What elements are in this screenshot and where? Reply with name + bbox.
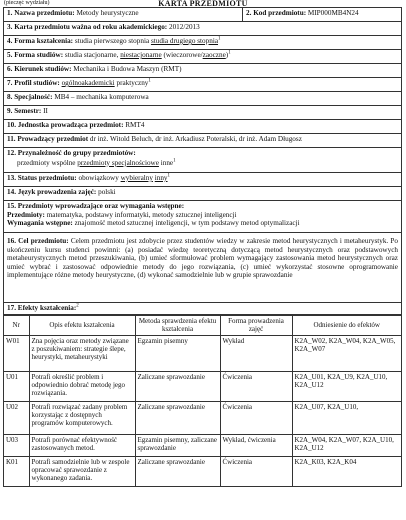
course-objective-label: 16. Cel przedmiotu: (7, 237, 69, 245)
header-nr: Nr (4, 316, 29, 336)
course-group-sup: 1 (173, 158, 176, 164)
course-status-label: 13. Status przedmiotu: (7, 174, 77, 182)
field-of-study-value: Mechanika i Budowa Maszyn (RMT) (73, 65, 182, 73)
row-education-form (4, 36, 401, 50)
cell-reference: K2A_W04, K2A_W07, K2A_U10, K2A_U12 (292, 434, 401, 456)
cell-reference: K2A_K03, K2A_K04 (292, 456, 401, 486)
study-form-label: 5. Forma studiów: (7, 51, 64, 59)
document-title: KARTA PRZEDMIOTU (158, 0, 248, 7)
study-form-opt3: zaoczne (202, 51, 226, 59)
course-code-value: MIP000MB4N24 (307, 9, 359, 17)
cell-nr: U01 (4, 371, 29, 401)
specialty-label: 8. Specjalność: (7, 93, 53, 101)
cell-method: Egzamin pisemny, zaliczane sprawozdanie (135, 434, 220, 456)
study-form-end: ) (225, 51, 229, 59)
field-of-study-label: 6. Kierunek studiów: (7, 65, 72, 73)
outcomes-table (4, 315, 401, 486)
row-study-profile (4, 78, 401, 92)
cell-nr: W01 (4, 335, 29, 371)
semester-value: II (43, 107, 48, 115)
header-description: Opis efektu kształcenia (29, 316, 135, 336)
unit-label: 10. Jednostka prowadząca przedmiot: (7, 121, 124, 129)
course-group-label: 12. Przynależność do grupy przedmiotów: (7, 149, 136, 157)
cell-nr: U03 (4, 434, 29, 456)
row-course-status (4, 173, 401, 187)
cell-method: Egzamin pisemny (135, 335, 220, 371)
course-status-opt2: wybieralny (120, 174, 153, 182)
table-row (4, 456, 401, 486)
course-code-label: 2. Kod przedmiotu: (246, 9, 307, 17)
table-row (4, 335, 401, 371)
cell-description: Zna pojęcia oraz metody związane z poszukiwaniem: strategie ślepe, heurystyki, metaheurystyki (29, 335, 135, 371)
row-lecturers (4, 134, 401, 148)
course-status-opt3: inny (154, 174, 168, 182)
valid-from-value: 2012/2013 (168, 23, 200, 31)
study-profile-opt1: ogólnoakademicki (61, 79, 115, 87)
header-method: Metoda sprawdzenia efektu kształcenia (135, 316, 220, 336)
language-label: 14. Język prowadzenia zajęć: (7, 188, 97, 196)
study-form-sup: 1 (228, 50, 231, 56)
cell-description: Potrafi określić problem i odpowiednio dobrać metodę jego rozwiązania. (29, 371, 135, 401)
education-form-label: 4. Forma kształcenia: (7, 37, 74, 45)
course-status-opt1: obowiązkowy (78, 174, 119, 182)
outcomes-table-wrap (4, 315, 401, 486)
row-unit (4, 120, 401, 134)
prereq-courses-label: Przedmioty: (7, 210, 45, 219)
study-profile-sup: 1 (148, 78, 151, 84)
row-learning-outcomes (4, 303, 401, 315)
learning-outcomes-sup: 2 (76, 303, 79, 309)
cell-form: Wykład (220, 335, 292, 371)
course-objective-value: Celem przedmiotu jest zdobycie przez studentów wiedzy w zakresie metod heurystycznych i metaheurystyk. Po ukończeniu kursu studenci powinni: (a) posiadać wiedzę teoretyczną dotyczącą metod heurystycznych oraz podstawowych metaheurystycznych metod przeszukiwania, (b) umieć sformułować problem wymagający zastosowania metod heurystycznych oraz umieć wybrać i zastosować odpowiednie metody do jego rozwiązania, (c) umieć wykorzystać stosowne oprogramowanie implementujące różne metody heurystyczne, (d) wykonać samodzielnie lub w grupie sprawozdanie (7, 237, 398, 280)
prereq-requirements-value: znajomość metod sztucznej inteligencji, w tym podstawy metod optymalizacji (74, 219, 300, 228)
row-field-of-study (4, 64, 401, 78)
cell-method: Zaliczane sprawozdanie (135, 401, 220, 434)
course-group-opt3: inne (160, 158, 174, 167)
cell-nr: U02 (4, 401, 29, 434)
study-form-opt1: studia stacjonarne, (64, 51, 119, 59)
faculty-stamp: (pieczęć wydziału) (4, 0, 50, 6)
cell-nr: K01 (4, 456, 29, 486)
course-name-label: 1. Nazwa przedmiotu: (7, 9, 75, 17)
row-language (4, 187, 401, 201)
unit-value: RMT4 (125, 121, 145, 129)
course-name-cell (4, 8, 242, 21)
education-form-opt1: studia pierwszego stopnia (74, 37, 150, 45)
header-form: Forma prowadzenia zajęć (220, 316, 292, 336)
study-profile-label: 7. Profil studiów: (7, 79, 60, 87)
course-card (3, 7, 402, 487)
lecturers-value: dr inż. Witold Beluch, dr inż. Arkadiusz Poteralski, dr inż. Adam Długosz (89, 135, 302, 143)
row-course-objective (4, 233, 401, 303)
education-form-sup: 1 (218, 36, 221, 42)
course-name-value: Metody heurystyczne (76, 9, 139, 17)
row-course-name (4, 8, 401, 22)
cell-description: Potrafi rozwiązać zadany problem korzystając z dostępnych programów komputerowych. (29, 401, 135, 434)
cell-form: Ćwiczenia (220, 401, 292, 434)
cell-description: Potrafi porównać efektywność zastosowanych metod. (29, 434, 135, 456)
row-semester (4, 106, 401, 120)
course-group-opt1: przedmioty wspólne (17, 158, 76, 167)
table-row (4, 434, 401, 456)
lecturers-label: 11. Prowadzący przedmiot (7, 135, 89, 143)
cell-reference: K2A_U01, K2A_U9, K2A_U10, K2A_U12 (292, 371, 401, 401)
row-specialty (4, 92, 401, 106)
row-course-group (4, 148, 401, 173)
education-form-opt2: studia drugiego stopnia (150, 37, 219, 45)
cell-reference: K2A_W02, K2A_W04, K2A_W05, K2A_W07 (292, 335, 401, 371)
learning-outcomes-label: 17. Efekty kształcenia: (7, 304, 77, 312)
prerequisites-label: 15. Przedmioty wprowadzające oraz wymagania wstępne: (7, 202, 185, 210)
cell-method: Zaliczane sprawozdanie (135, 456, 220, 486)
study-form-opt2: niestacjonarne (120, 51, 162, 59)
table-row (4, 401, 401, 434)
valid-from-label: 3. Karta przedmiotu ważna od roku akademickiego: (7, 23, 168, 31)
cell-method: Zaliczane sprawozdanie (135, 371, 220, 401)
prereq-courses-value: matematyka, podstawy informatyki, metody sztucznej inteligencji (46, 210, 237, 219)
header-reference: Odniesienie do efektów (292, 316, 401, 336)
prereq-requirements-label: Wymagania wstępne: (7, 219, 73, 228)
language-value: polski (98, 188, 116, 196)
cell-reference: K2A_U07, K2A_U10, (292, 401, 401, 434)
row-study-form (4, 50, 401, 64)
course-status-sup: 1 (167, 173, 171, 179)
cell-form: Ćwiczenia (220, 371, 292, 401)
course-code-cell (242, 8, 401, 21)
specialty-value: MB4 – mechanika komputerowa (54, 93, 149, 101)
course-group-opt2: przedmioty specjalnościowe (77, 158, 159, 167)
cell-description: Potrafi samodzielnie lub w zespole opracować sprawozdanie z wykonanego zadania. (29, 456, 135, 486)
table-row (4, 371, 401, 401)
outcomes-header-row (4, 316, 401, 336)
row-prerequisites (4, 201, 401, 233)
semester-label: 9. Semestr: (7, 107, 42, 115)
cell-form: Ćwiczenia (220, 456, 292, 486)
row-valid-from (4, 22, 401, 36)
study-form-opt2-rest: (wieczorowe/ (163, 51, 203, 59)
cell-form: Wykład, ćwiczenia (220, 434, 292, 456)
study-profile-opt2: praktyczny (116, 79, 149, 87)
